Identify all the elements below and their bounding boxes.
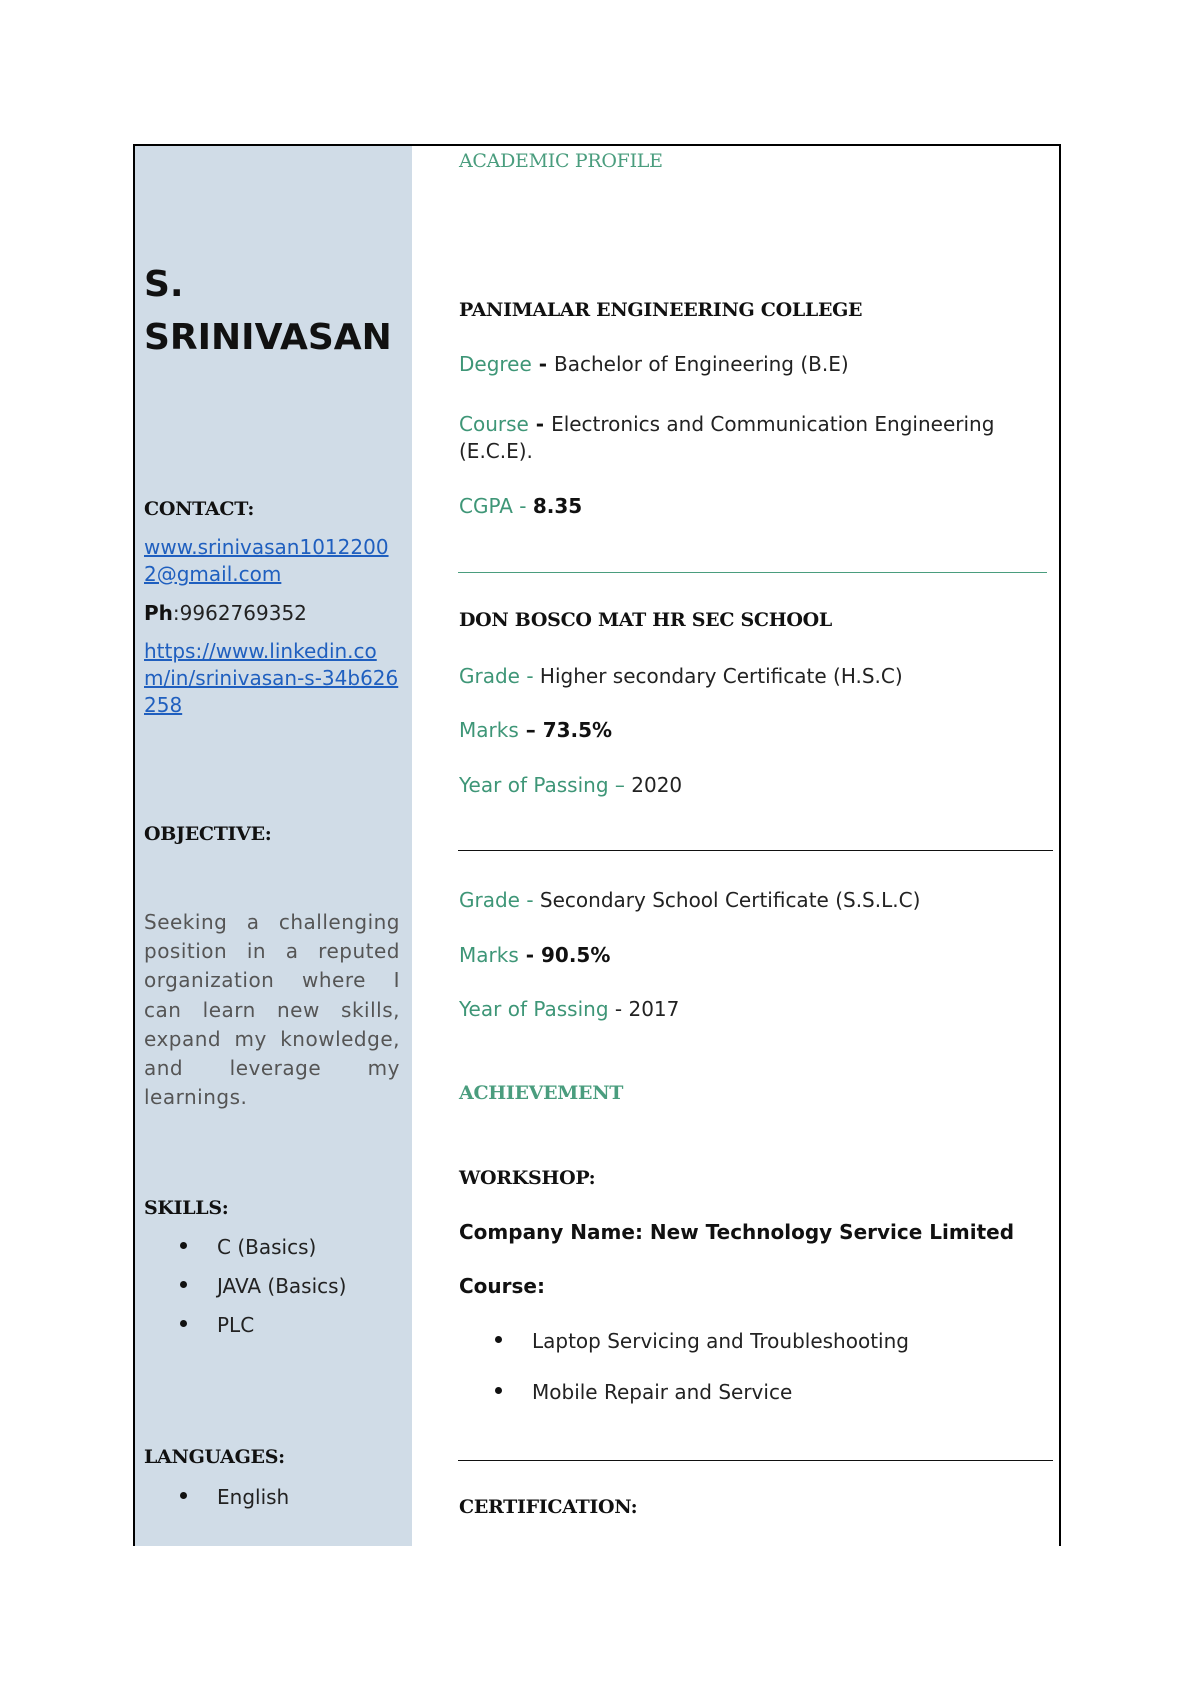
- hsc-grade-row: [459, 664, 903, 688]
- hsc-year-label: Year of Passing: [459, 773, 609, 797]
- skills-heading: SKILLS:: [144, 1197, 229, 1219]
- phone-label: Ph: [144, 601, 173, 625]
- degree-separator: -: [531, 352, 555, 376]
- languages-heading: LANGUAGES:: [144, 1446, 285, 1468]
- course-separator: -: [528, 412, 552, 436]
- course-label: Course: [459, 412, 529, 436]
- sslc-grade-row: [459, 888, 920, 912]
- linkedin-link[interactable]: https://www.linkedin.com/in/srinivasan-s-34b626258: [144, 639, 399, 717]
- section-divider: [458, 850, 1053, 851]
- course-value: Electronics and Communication Engineering: [551, 412, 995, 436]
- cgpa-value: 8.35: [532, 494, 583, 518]
- objective-heading: OBJECTIVE:: [144, 823, 272, 845]
- certification-heading: CERTIFICATION:: [459, 1496, 638, 1518]
- sslc-grade-label: Grade: [459, 888, 520, 912]
- section-divider: [458, 572, 1047, 573]
- college-name: PANIMALAR ENGINEERING COLLEGE: [459, 299, 863, 321]
- hsc-marks-row: [459, 718, 612, 742]
- phone-value: :9962769352: [172, 601, 307, 625]
- hsc-marks-value: 73.5%: [542, 718, 613, 742]
- hsc-grade-separator: -: [519, 664, 540, 688]
- hsc-year-separator: –: [608, 773, 632, 797]
- language-item: English: [217, 1484, 289, 1523]
- sslc-marks-row: [459, 943, 610, 967]
- course-value-continued: (E.C.E).: [459, 439, 533, 463]
- sslc-year-row: [459, 997, 679, 1021]
- skills-list: [217, 1234, 346, 1351]
- contact-heading: CONTACT:: [144, 498, 255, 520]
- hsc-grade-label: Grade: [459, 664, 520, 688]
- sslc-year-separator: -: [608, 997, 629, 1021]
- sslc-marks-label: Marks: [459, 943, 519, 967]
- course-row: [459, 412, 994, 436]
- skill-item: JAVA (Basics): [217, 1273, 346, 1312]
- sslc-marks-separator: -: [518, 943, 541, 967]
- company-name-line: Company Name: New Technology Service Limited: [459, 1220, 1015, 1244]
- workshop-course-list: [532, 1328, 909, 1418]
- sslc-grade-separator: -: [519, 888, 540, 912]
- hsc-marks-separator: –: [518, 718, 543, 742]
- hsc-school-name: DON BOSCO MAT HR SEC SCHOOL: [459, 609, 832, 631]
- skill-item: C (Basics): [217, 1234, 346, 1273]
- cgpa-row: [459, 494, 582, 518]
- email-link[interactable]: www.srinivasan10122002@gmail.com: [144, 535, 389, 586]
- achievement-heading: ACHIEVEMENT: [459, 1082, 624, 1104]
- degree-row: [459, 352, 849, 376]
- sslc-marks-value: 90.5%: [540, 943, 611, 967]
- skill-item: PLC: [217, 1312, 346, 1351]
- degree-value: Bachelor of Engineering (B.E): [554, 352, 849, 376]
- hsc-marks-label: Marks: [459, 718, 519, 742]
- section-divider: [458, 1460, 1053, 1461]
- phone-line: [144, 601, 307, 625]
- languages-list: [217, 1484, 289, 1523]
- sslc-year-label: Year of Passing: [459, 997, 609, 1021]
- sslc-grade-value: Secondary School Certificate (S.S.L.C): [539, 888, 921, 912]
- workshop-course-item: Laptop Servicing and Troubleshooting: [532, 1328, 909, 1379]
- sslc-year-value: 2017: [628, 997, 680, 1021]
- cgpa-label: CGPA: [459, 494, 513, 518]
- academic-profile-heading: ACADEMIC PROFILE: [459, 150, 663, 172]
- cgpa-separator: -: [512, 494, 533, 518]
- workshop-course-heading: Course:: [459, 1274, 545, 1298]
- hsc-year-value: 2020: [631, 773, 683, 797]
- hsc-year-row: [459, 773, 682, 797]
- degree-label: Degree: [459, 352, 532, 376]
- workshop-heading: WORKSHOP:: [459, 1167, 596, 1189]
- candidate-name: S. SRINIVASAN: [144, 264, 392, 358]
- workshop-course-item: Mobile Repair and Service: [532, 1379, 909, 1418]
- objective-text: Seeking a challenging position in a reputed organization where I can learn new skills, expand my knowledge, and leverage my learnings.: [144, 910, 400, 1110]
- hsc-grade-value: Higher secondary Certificate (H.S.C): [539, 664, 903, 688]
